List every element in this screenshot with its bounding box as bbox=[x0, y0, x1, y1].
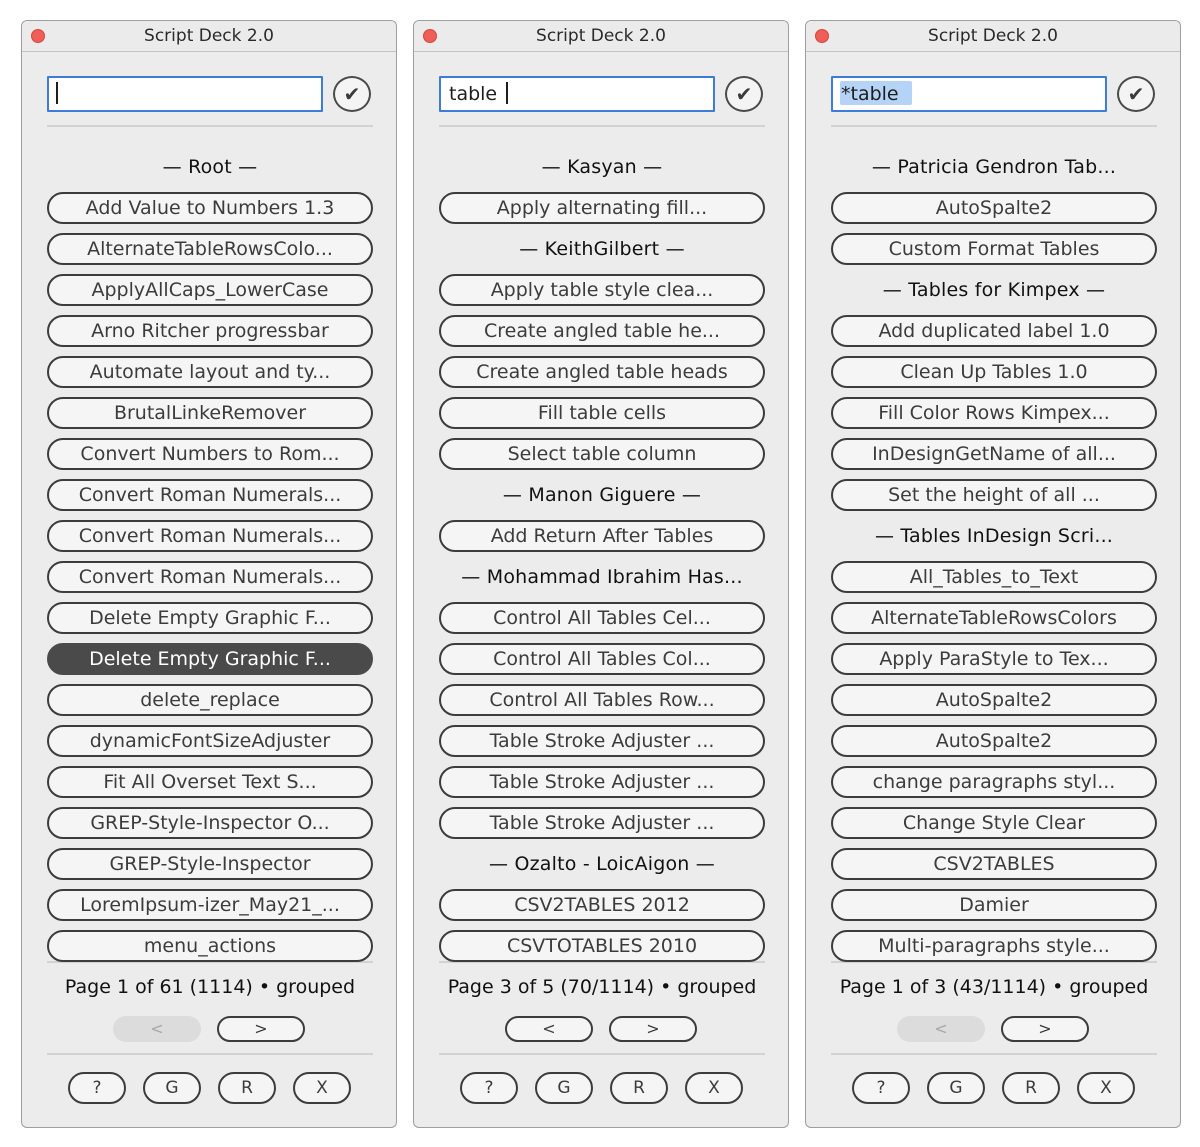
list-item bbox=[831, 925, 1157, 966]
script-button[interactable]: Add duplicated label 1.0 bbox=[831, 315, 1157, 347]
list-item bbox=[47, 638, 373, 679]
checkmark-icon: ✔ bbox=[1127, 82, 1145, 106]
page-status: Page 3 of 5 (70/1114) • grouped bbox=[447, 976, 757, 998]
group-header: — Patricia Gendron Tab... bbox=[871, 155, 1117, 178]
list-item bbox=[47, 351, 373, 392]
divider bbox=[439, 1053, 765, 1055]
script-button[interactable]: Delete Empty Graphic F... bbox=[47, 602, 373, 634]
window-titlebar[interactable] bbox=[414, 21, 788, 52]
search-row bbox=[831, 76, 1157, 114]
list-item bbox=[831, 679, 1157, 720]
list-item bbox=[831, 351, 1157, 392]
list-item bbox=[439, 720, 765, 761]
list-item bbox=[47, 515, 373, 556]
close-button[interactable]: X bbox=[293, 1072, 351, 1104]
script-button[interactable]: Automate layout and ty... bbox=[47, 356, 373, 388]
list-item bbox=[47, 925, 373, 966]
checkmark-icon: ✔ bbox=[735, 82, 753, 106]
script-button[interactable]: Create angled table heads bbox=[439, 356, 765, 388]
next-page-button[interactable]: > bbox=[1001, 1016, 1089, 1042]
list-item bbox=[439, 351, 765, 392]
list-item bbox=[439, 925, 765, 966]
text-caret bbox=[506, 82, 508, 104]
search-row bbox=[439, 76, 765, 114]
close-button[interactable]: X bbox=[1077, 1072, 1135, 1104]
next-page-button[interactable]: > bbox=[609, 1016, 697, 1042]
window-close-icon[interactable] bbox=[423, 29, 437, 43]
divider bbox=[831, 125, 1157, 127]
script-button[interactable]: Table Stroke Adjuster ... bbox=[439, 807, 765, 839]
list-item bbox=[439, 761, 765, 802]
prev-page-button[interactable]: < bbox=[505, 1016, 593, 1042]
group-button[interactable]: G bbox=[535, 1072, 593, 1104]
list-item bbox=[831, 884, 1157, 925]
search-input[interactable] bbox=[439, 76, 715, 112]
help-button[interactable]: ? bbox=[68, 1072, 126, 1104]
script-button[interactable]: Fit All Overset Text S... bbox=[47, 766, 373, 798]
script-button[interactable]: Multi-paragraphs style... bbox=[831, 930, 1157, 962]
script-button[interactable]: LoremIpsum-izer_May21_... bbox=[47, 889, 373, 921]
script-button[interactable]: BrutalLinkeRemover bbox=[47, 397, 373, 429]
script-button[interactable]: Set the height of all ... bbox=[831, 479, 1157, 511]
group-header: — Tables for Kimpex — bbox=[882, 278, 1106, 301]
list-item bbox=[47, 679, 373, 720]
divider bbox=[47, 125, 373, 127]
script-button[interactable]: dynamicFontSizeAdjuster bbox=[47, 725, 373, 757]
script-button[interactable]: Table Stroke Adjuster ... bbox=[439, 725, 765, 757]
close-button[interactable]: X bbox=[685, 1072, 743, 1104]
list-item bbox=[47, 884, 373, 925]
list-item bbox=[439, 187, 765, 228]
window-close-icon[interactable] bbox=[31, 29, 45, 43]
list-item bbox=[831, 556, 1157, 597]
group-header: — Tables InDesign Scri... bbox=[874, 524, 1114, 547]
script-deck-panel bbox=[21, 20, 397, 1128]
list-item bbox=[439, 802, 765, 843]
group-header: — Manon Giguere — bbox=[502, 483, 702, 506]
reload-button[interactable]: R bbox=[1002, 1072, 1060, 1104]
group-button[interactable]: G bbox=[927, 1072, 985, 1104]
list-item bbox=[439, 679, 765, 720]
script-button[interactable]: delete_replace bbox=[47, 684, 373, 716]
group-header: — Ozalto - LoicAigon — bbox=[489, 852, 715, 875]
prev-page-button[interactable]: < bbox=[113, 1016, 201, 1042]
next-page-button[interactable]: > bbox=[217, 1016, 305, 1042]
list-item bbox=[439, 597, 765, 638]
script-button[interactable]: Select table column bbox=[439, 438, 765, 470]
script-button[interactable]: Control All Tables Col... bbox=[439, 643, 765, 675]
script-button[interactable]: AlternateTableRowsColo... bbox=[47, 233, 373, 265]
list-item bbox=[47, 187, 373, 228]
page-status: Page 1 of 3 (43/1114) • grouped bbox=[839, 976, 1149, 998]
script-button[interactable]: InDesignGetName of all... bbox=[831, 438, 1157, 470]
help-button[interactable]: ? bbox=[460, 1072, 518, 1104]
list-item bbox=[831, 802, 1157, 843]
prev-page-button[interactable]: < bbox=[897, 1016, 985, 1042]
list-item bbox=[831, 228, 1157, 269]
list-item bbox=[831, 392, 1157, 433]
list-item bbox=[47, 843, 373, 884]
list-item bbox=[831, 187, 1157, 228]
checkmark-icon: ✔ bbox=[343, 82, 361, 106]
group-header: — Mohammad Ibrahim Has... bbox=[461, 565, 743, 588]
list-item bbox=[439, 392, 765, 433]
script-button[interactable]: Custom Format Tables bbox=[831, 233, 1157, 265]
group-header: — Root — bbox=[162, 155, 258, 178]
script-button[interactable]: Control All Tables Cel... bbox=[439, 602, 765, 634]
script-button[interactable]: CSVTOTABLES 2010 bbox=[439, 930, 765, 962]
list-item bbox=[47, 433, 373, 474]
list-item bbox=[47, 474, 373, 515]
script-button[interactable]: Table Stroke Adjuster ... bbox=[439, 766, 765, 798]
window-titlebar[interactable] bbox=[22, 21, 396, 52]
search-input[interactable] bbox=[831, 76, 1107, 112]
list-item bbox=[47, 802, 373, 843]
script-button[interactable]: Fill Color Rows Kimpex... bbox=[831, 397, 1157, 429]
confirm-search-button[interactable] bbox=[1117, 76, 1155, 112]
script-button[interactable]: Convert Roman Numerals... bbox=[47, 561, 373, 593]
script-deck-panel bbox=[413, 20, 789, 1128]
text-caret bbox=[56, 82, 58, 104]
window-titlebar[interactable] bbox=[806, 21, 1180, 52]
script-button[interactable]: AutoSpalte2 bbox=[831, 725, 1157, 757]
script-button[interactable]: Arno Ritcher progressbar bbox=[47, 315, 373, 347]
list-item bbox=[439, 310, 765, 351]
script-button[interactable]: Change Style Clear bbox=[831, 807, 1157, 839]
window-close-icon[interactable] bbox=[815, 29, 829, 43]
list-item bbox=[47, 761, 373, 802]
script-button[interactable]: Apply alternating fill... bbox=[439, 192, 765, 224]
script-button[interactable]: CSV2TABLES bbox=[831, 848, 1157, 880]
list-item bbox=[831, 433, 1157, 474]
confirm-search-button[interactable] bbox=[333, 76, 371, 112]
list-item bbox=[47, 228, 373, 269]
list-item bbox=[439, 433, 765, 474]
script-button[interactable]: CSV2TABLES 2012 bbox=[439, 889, 765, 921]
script-button[interactable]: Add Value to Numbers 1.3 bbox=[47, 192, 373, 224]
divider bbox=[439, 125, 765, 127]
script-button[interactable]: Create angled table he... bbox=[439, 315, 765, 347]
script-button[interactable]: Convert Roman Numerals... bbox=[47, 479, 373, 511]
list-item bbox=[47, 720, 373, 761]
script-button[interactable]: Apply ParaStyle to Tex... bbox=[831, 643, 1157, 675]
list-item bbox=[831, 310, 1157, 351]
list-item bbox=[439, 269, 765, 310]
window-title: Script Deck 2.0 bbox=[536, 26, 666, 46]
search-row bbox=[47, 76, 373, 114]
script-button[interactable]: Convert Roman Numerals... bbox=[47, 520, 373, 552]
script-button[interactable]: Apply table style clea... bbox=[439, 274, 765, 306]
list-item bbox=[831, 638, 1157, 679]
script-button[interactable]: Clean Up Tables 1.0 bbox=[831, 356, 1157, 388]
window-title: Script Deck 2.0 bbox=[928, 26, 1058, 46]
reload-button[interactable]: R bbox=[218, 1072, 276, 1104]
list-item bbox=[47, 392, 373, 433]
page-status: Page 1 of 61 (1114) • grouped bbox=[64, 976, 356, 998]
script-button[interactable]: change paragraphs styl... bbox=[831, 766, 1157, 798]
script-button[interactable]: All_Tables_to_Text bbox=[831, 561, 1157, 593]
group-header: — KeithGilbert — bbox=[519, 237, 685, 260]
script-button[interactable]: ApplyAllCaps_LowerCase bbox=[47, 274, 373, 306]
list-item bbox=[47, 556, 373, 597]
help-button[interactable]: ? bbox=[852, 1072, 910, 1104]
script-list bbox=[439, 146, 765, 966]
list-item bbox=[831, 720, 1157, 761]
script-button[interactable]: GREP-Style-Inspector bbox=[47, 848, 373, 880]
search-input[interactable] bbox=[47, 76, 323, 112]
list-item bbox=[47, 310, 373, 351]
confirm-search-button[interactable] bbox=[725, 76, 763, 112]
script-button[interactable]: Add Return After Tables bbox=[439, 520, 765, 552]
script-button-selected[interactable]: Delete Empty Graphic F... bbox=[47, 643, 373, 675]
list-item bbox=[831, 474, 1157, 515]
divider bbox=[831, 1053, 1157, 1055]
list-item bbox=[831, 761, 1157, 802]
script-button[interactable]: AutoSpalte2 bbox=[831, 192, 1157, 224]
list-item bbox=[831, 843, 1157, 884]
list-item bbox=[831, 597, 1157, 638]
list-item bbox=[47, 597, 373, 638]
script-button[interactable]: AlternateTableRowsColors bbox=[831, 602, 1157, 634]
script-button[interactable]: GREP-Style-Inspector O... bbox=[47, 807, 373, 839]
list-item bbox=[47, 269, 373, 310]
script-list bbox=[831, 146, 1157, 966]
script-list bbox=[47, 146, 373, 966]
divider bbox=[47, 1053, 373, 1055]
script-button[interactable]: Damier bbox=[831, 889, 1157, 921]
group-header: — Kasyan — bbox=[541, 155, 663, 178]
group-button[interactable]: G bbox=[143, 1072, 201, 1104]
script-button[interactable]: Fill table cells bbox=[439, 397, 765, 429]
list-item bbox=[439, 884, 765, 925]
list-item bbox=[439, 638, 765, 679]
script-button[interactable]: Convert Numbers to Rom... bbox=[47, 438, 373, 470]
window-title: Script Deck 2.0 bbox=[144, 26, 274, 46]
script-button[interactable]: AutoSpalte2 bbox=[831, 684, 1157, 716]
list-item bbox=[439, 515, 765, 556]
reload-button[interactable]: R bbox=[610, 1072, 668, 1104]
script-button[interactable]: Control All Tables Row... bbox=[439, 684, 765, 716]
script-deck-panel bbox=[805, 20, 1181, 1128]
script-button[interactable]: menu_actions bbox=[47, 930, 373, 962]
